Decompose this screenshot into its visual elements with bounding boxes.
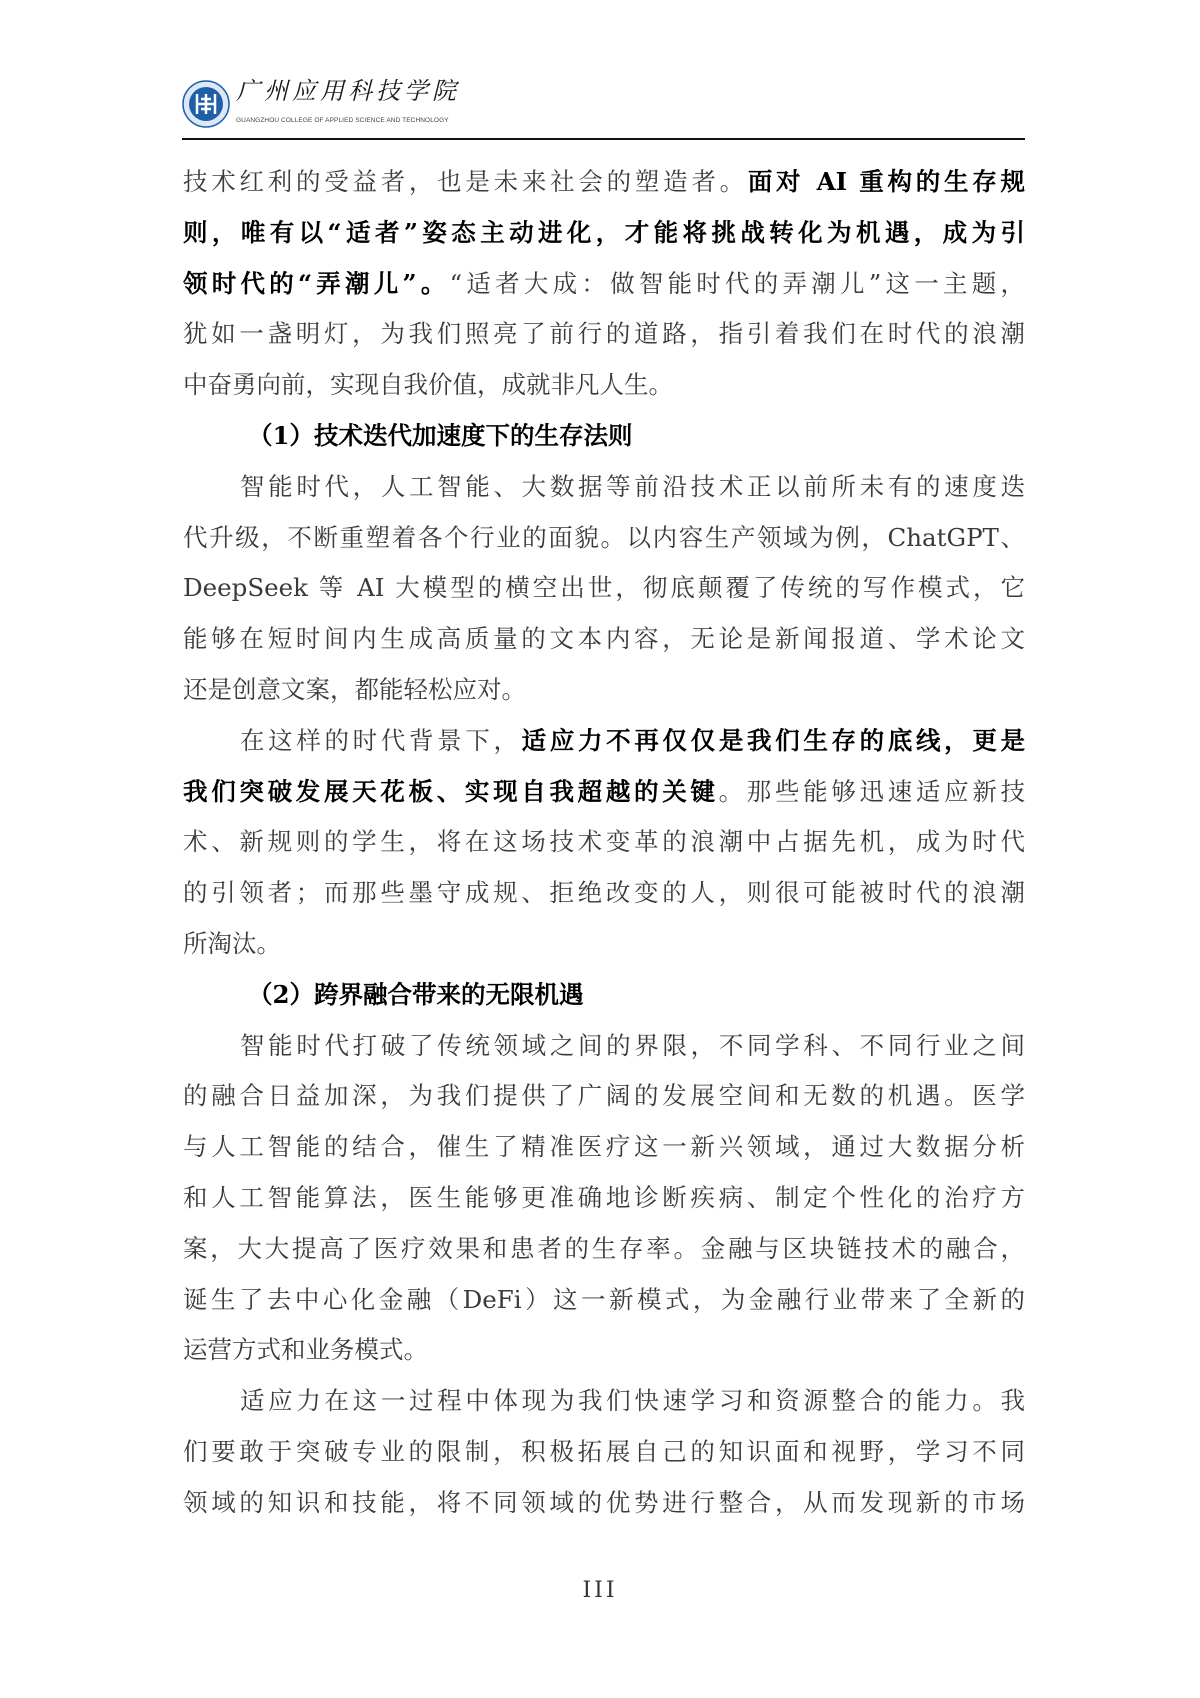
text-line [183, 1483, 1025, 1523]
text-line [183, 619, 1025, 659]
text-line [183, 1432, 1025, 1472]
text-line [183, 365, 1025, 405]
bold-text-run: 则，唯有以“适者”姿态主动进化，才能将挑战转化为机遇，成为引 [183, 217, 1025, 247]
text-run: 。那些能够迅速适应新技 [718, 776, 1026, 806]
header-divider [182, 138, 1025, 140]
text-line [183, 670, 1025, 710]
text-run: 所淘汰。 [183, 929, 281, 958]
text-line [183, 822, 1025, 862]
text-line [183, 1229, 1025, 1269]
text-line [183, 924, 1025, 964]
text-run: 智能时代，人工智能、大数据等前沿技术正以前所未有的速度迭 [240, 471, 1025, 501]
section-heading [248, 416, 633, 456]
text-line [183, 518, 1025, 558]
text-run: 犹如一盏明灯，为我们照亮了前行的道路，指引着我们在时代的浪潮 [183, 319, 1025, 349]
text-run: “适者大成：做智能时代的弄潮儿”这一主题， [449, 268, 1025, 298]
bold-text-run: 我们突破发展天花板、实现自我超越的关键 [183, 776, 719, 806]
text-run: 能够在短时间内生成高质量的文本内容，无论是新闻报道、学术论文 [183, 624, 1025, 654]
text-line [183, 873, 1025, 913]
text-run: 运营方式和业务模式。 [183, 1335, 428, 1365]
section-heading [248, 975, 584, 1015]
text-run: 术、新规则的学生，将在这场技术变革的浪潮中占据先机，成为时代 [183, 827, 1025, 857]
page-number: III [582, 1578, 618, 1603]
text-run: 领域的知识和技能，将不同领域的优势进行整合，从而发现新的市场 [183, 1487, 1025, 1517]
text-line [183, 1178, 1025, 1218]
text-run: 技术红利的受益者，也是未来社会的塑造者。 [183, 167, 748, 196]
bold-text-run: 领时代的“弄潮儿”。 [183, 268, 450, 298]
text-line [240, 1026, 1025, 1066]
text-run: 代升级，不断重塑着各个行业的面貌。以内容生产领域为例，ChatGPT、 [183, 522, 1025, 552]
text-run: 在这样的时代背景下， [240, 725, 522, 755]
text-run: 还是创意文案，都能轻松应对。 [183, 675, 526, 704]
text-run: 的融合日益加深，为我们提供了广阔的发展空间和无数的机遇。医学 [183, 1081, 1025, 1111]
text-line [240, 721, 1025, 761]
text-run: 和人工智能算法，医生能够更准确地诊断疾病、制定个性化的治疗方 [183, 1183, 1025, 1212]
text-run: 适应力在这一过程中体现为我们快速学习和资源整合的能力。我 [240, 1386, 1025, 1416]
text-line [183, 314, 1025, 354]
text-run: 的引领者；而那些墨守成规、拒绝改变的人，则很可能被时代的浪潮 [183, 878, 1025, 908]
bold-text-run: （2）跨界融合带来的无限机遇 [248, 979, 584, 1009]
text-run: 智能时代打破了传统领域之间的界限，不同学科、不同行业之间 [240, 1030, 1025, 1060]
text-line [183, 772, 1025, 812]
bold-text-run: （1）技术迭代加速度下的生存法则 [248, 421, 633, 450]
text-run: 诞生了去中心化金融（DeFi）这一新模式，为金融行业带来了全新的 [183, 1284, 1025, 1314]
text-line [183, 1280, 1025, 1320]
school-name-en: GUANGZHOU COLLEGE OF APPLIED SCIENCE AND TECHNOLOGY [236, 117, 449, 124]
text-line [183, 213, 1025, 253]
text-run: 与人工智能的结合，催生了精准医疗这一新兴领域，通过大数据分析 [183, 1132, 1025, 1162]
bold-text-run: 适应力不再仅仅是我们生存的底线，更是 [521, 725, 1026, 755]
school-name-cn: 广州应用科技学院 [236, 77, 460, 105]
text-run: DeepSeek 等 AI 大模型的横空出世，彻底颠覆了传统的写作模式，它 [183, 573, 1025, 603]
bold-text-run: 面对 AI 重构的生存规 [747, 167, 1026, 196]
text-line [183, 162, 1025, 202]
text-run: 中奋勇向前，实现自我价值，成就非凡人生。 [183, 370, 673, 400]
text-line [183, 1076, 1025, 1116]
text-line [183, 568, 1025, 608]
school-logo-icon [182, 80, 230, 128]
text-line [183, 264, 1025, 304]
text-line [240, 1381, 1025, 1421]
text-run: 们要敢于突破专业的限制，积极拓展自己的知识面和视野，学习不同 [183, 1437, 1025, 1466]
text-line [240, 467, 1025, 507]
text-line [183, 1330, 1025, 1370]
text-line [183, 1127, 1025, 1167]
text-run: 案，大大提高了医疗效果和患者的生存率。金融与区块链技术的融合， [183, 1233, 1025, 1263]
